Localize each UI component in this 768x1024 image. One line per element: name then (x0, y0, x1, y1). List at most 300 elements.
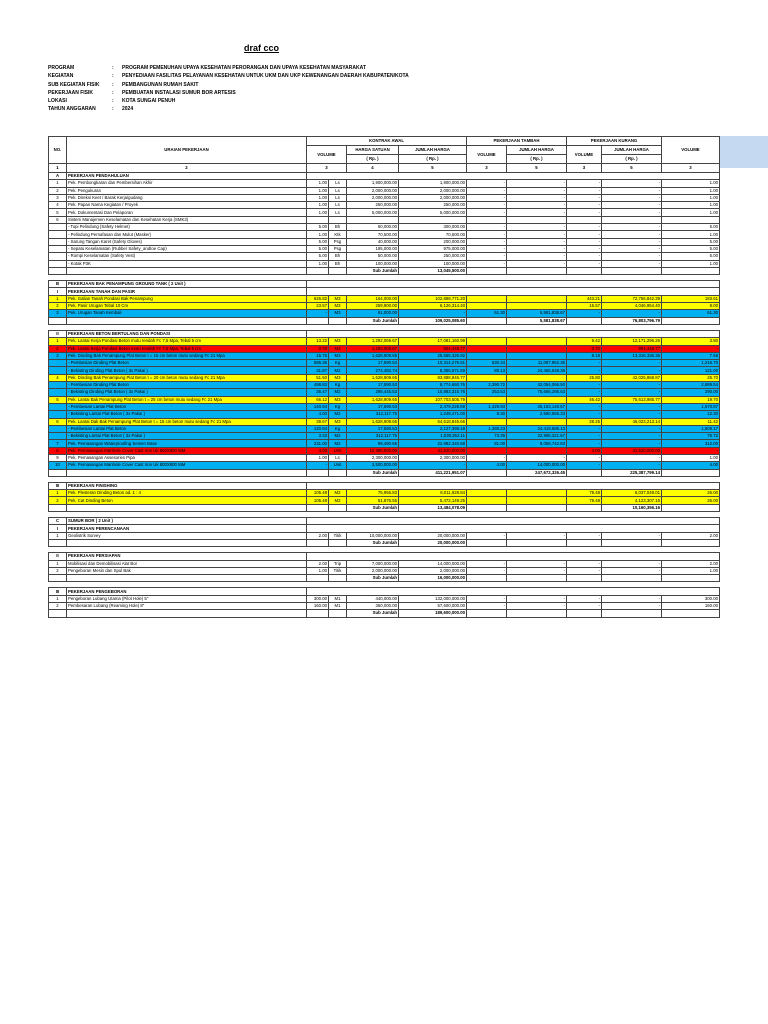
row-total: 250,000.00 (399, 202, 467, 209)
group-pekerjaan-tambah: PEKERJAAN TAMBAH (467, 137, 567, 146)
row-volume: 498.82 (307, 382, 329, 389)
col-jumlah-harga: JUMLAH HARGA (399, 146, 467, 155)
row-less-volume: - (567, 403, 602, 410)
row-unit: M3 (329, 310, 347, 317)
row-total: 16,000,000.00 (399, 575, 467, 582)
row-less-total: 76,803,796.79 (602, 317, 662, 324)
row-final-volume: 2.00 (662, 532, 720, 539)
cco-table (48, 136, 720, 618)
row-add-volume: - (467, 231, 507, 238)
row-add-total: - (507, 224, 567, 231)
row-less-total: 4,123,307.15 (602, 497, 662, 504)
table-row (49, 310, 720, 317)
row-less-volume: - (567, 567, 602, 574)
row-add-total (507, 418, 567, 425)
table-row (49, 338, 720, 345)
row-less-total: - (602, 245, 662, 252)
row-unit: M3 (329, 338, 347, 345)
subtotal-row (49, 317, 720, 324)
row-final-volume: 183.61 (662, 295, 720, 302)
row-add-total: 75,666,295.63 (507, 389, 567, 396)
row-unit-price: 75,956.83 (347, 490, 399, 497)
section-fill (307, 330, 720, 337)
col-volume-final: VOLUME (662, 137, 720, 164)
row-unit: M3 (329, 295, 347, 302)
info-key: SUB KEGIATAN FISIK (48, 81, 100, 88)
row-volume (307, 216, 329, 223)
row-volume: 23.57 (307, 303, 329, 310)
row-unit (329, 317, 347, 324)
row-add-volume: 73.39 (467, 433, 507, 440)
table-row (49, 245, 720, 252)
row-description: - Pembesian Lantai Plat Beton (67, 403, 307, 410)
row-add-volume (467, 374, 507, 381)
row-volume: 5.00 (307, 245, 329, 252)
row-no: 6 (49, 216, 67, 223)
row-unit-price: 1,628,909.65 (347, 396, 399, 403)
row-volume (307, 539, 329, 546)
row-less-total: 4,046,954.40 (602, 303, 662, 310)
row-description: - Sepatu Keselamatan (Rubber Safety_andtoe Cap) (67, 245, 307, 252)
row-unit-price (347, 216, 399, 223)
row-unit-price: 1,900,000.00 (347, 180, 399, 187)
section-no: II (49, 553, 67, 560)
row-description: - Bekisting Lantai Plat Beton ( 3x Pakai ) (67, 433, 307, 440)
row-add-volume: - (467, 454, 507, 461)
row-no (49, 382, 67, 389)
col-index: 3 (307, 164, 347, 173)
row-final-volume: 25.70 (662, 374, 720, 381)
row-less-total: - (602, 260, 662, 267)
section-row (49, 288, 720, 295)
row-unit: Ls (329, 187, 347, 194)
col-index: 5 (507, 164, 567, 173)
subtotal-row (49, 575, 720, 582)
row-no (49, 411, 67, 418)
row-no (49, 389, 67, 396)
row-unit-price: 17,590.53 (347, 403, 399, 410)
row-less-volume: - (567, 231, 602, 238)
info-row (48, 105, 409, 113)
row-add-volume: - (467, 209, 507, 216)
row-less-total: - (602, 595, 662, 602)
row-description: Pek. Papan Nama Kegiatan / Proyek (67, 202, 307, 209)
row-less-total: 72,756,842.39 (602, 295, 662, 302)
row-add-total: - (507, 238, 567, 245)
row-final-volume (662, 575, 720, 582)
row-total: 70,500.00 (399, 231, 467, 238)
table-row (49, 440, 720, 447)
row-description: - Bekisting Dinding Plat Beton ( 3x Pakai ) (67, 389, 307, 396)
row-unit-price: 2,000,000.00 (347, 567, 399, 574)
row-no (49, 231, 67, 238)
row-no: 2 (49, 303, 67, 310)
col-index: 3 (567, 164, 602, 173)
row-unit: Ktk (329, 231, 347, 238)
row-description: Sistem Manajemen Keselamatan dan Kesehatan Kerja (SMK3) (67, 216, 307, 223)
row-unit-price: 17,590.53 (347, 425, 399, 432)
row-volume: 0.70 (307, 345, 329, 352)
row-final-volume: 26.00 (662, 497, 720, 504)
info-value: 2024 (122, 106, 134, 113)
row-final-volume: - (662, 447, 720, 454)
col-index: 3 (467, 164, 507, 173)
info-colon: : (112, 89, 114, 96)
row-no (49, 610, 67, 617)
col-no: NO. (49, 137, 67, 164)
row-total: 5,472,149.25 (399, 497, 467, 504)
row-add-total (507, 267, 567, 274)
row-description: Pek. Cat Dinding Beton (67, 497, 307, 504)
row-description: Pembesaran Lubang (Reaming Hole) 8" (67, 603, 307, 610)
row-no: 2 (49, 187, 67, 194)
row-add-volume: - (467, 194, 507, 201)
row-less-total: 46,023,213.14 (602, 418, 662, 425)
row-volume (307, 575, 329, 582)
row-final-volume (662, 504, 720, 511)
row-add-total: - (507, 202, 567, 209)
table-row (49, 433, 720, 440)
row-add-total: - (507, 595, 567, 602)
col-tambah-volume: VOLUME (467, 146, 507, 164)
row-less-total: - (602, 411, 662, 418)
row-no: 9 (49, 454, 67, 461)
row-final-volume: 61.30 (662, 310, 720, 317)
section-fill (307, 173, 720, 180)
row-less-volume: - (567, 425, 602, 432)
row-no: 8 (49, 447, 67, 454)
row-unit-price: Sub Jumlah (347, 317, 399, 324)
row-less-volume: - (567, 360, 602, 367)
section-row (49, 588, 720, 595)
row-less-volume: - (567, 202, 602, 209)
row-description (67, 539, 307, 546)
row-less-total: 75,613,985.77 (602, 396, 662, 403)
row-description: - Pelindung Pernafasan dan Mulut (Masker) (67, 231, 307, 238)
row-add-volume: 81.00 (467, 440, 507, 447)
table-row (49, 396, 720, 403)
row-unit: M2 (329, 411, 347, 418)
row-no: 3 (49, 352, 67, 359)
row-less-total: - (602, 560, 662, 567)
row-less-total: - (602, 440, 662, 447)
row-total: 8,011,928.84 (399, 490, 467, 497)
row-unit-price: 440,000.00 (347, 595, 399, 602)
section-no: II (49, 330, 67, 337)
row-total: 904,448.77 (399, 345, 467, 352)
row-add-total: - (507, 567, 567, 574)
rp-label: ( Rp. ) (347, 155, 399, 164)
row-total: 107,703,505.79 (399, 396, 467, 403)
row-unit-price: 3,500,000.00 (347, 462, 399, 469)
row-unit: M2 (329, 440, 347, 447)
row-final-volume (662, 317, 720, 324)
col-index: 5 (602, 164, 662, 173)
row-less-volume: - (567, 187, 602, 194)
group-kontrak-awal: KONTRAK AWAL (307, 137, 467, 146)
row-volume: - (307, 462, 329, 469)
section-no: B (49, 281, 67, 288)
row-volume: 1.00 (307, 209, 329, 216)
row-add-volume: 4.00 (467, 462, 507, 469)
row-no (49, 253, 67, 260)
row-volume: 39.67 (307, 418, 329, 425)
row-add-volume (467, 267, 507, 274)
row-add-total: 25,153,148.67 (507, 403, 567, 410)
row-no: 10 (49, 462, 67, 469)
row-less-volume: - (567, 180, 602, 187)
row-total: 250,000.00 (399, 253, 467, 260)
info-row (48, 72, 409, 80)
row-no (49, 469, 67, 476)
row-final-volume: 3.80 (662, 338, 720, 345)
row-unit-price: 312,117.75 (347, 433, 399, 440)
row-unit-price: 70,500.00 (347, 231, 399, 238)
row-volume: 51.50 (307, 374, 329, 381)
table-row (49, 367, 720, 374)
table-row (49, 345, 720, 352)
row-description: Pek. Dinding Bak Penampung Plat Beton t = 15 cm beton mutu sedang Fc 21 Mpa (67, 352, 307, 359)
row-unit-price: 298,445.53 (347, 389, 399, 396)
row-less-total (602, 575, 662, 582)
row-no (49, 539, 67, 546)
row-volume (307, 504, 329, 511)
row-unit-price: 10,000,000.00 (347, 532, 399, 539)
row-unit-price: 1,628,909.65 (347, 418, 399, 425)
row-unit-price: 17,590.53 (347, 360, 399, 367)
row-total: 132,000,000.00 (399, 595, 467, 602)
row-no (49, 260, 67, 267)
row-unit: Ls (329, 180, 347, 187)
row-add-volume (467, 447, 507, 454)
table-row (49, 497, 720, 504)
row-total: 100,000.00 (399, 260, 467, 267)
row-unit-price: Sub Jumlah (347, 267, 399, 274)
table-row (49, 447, 720, 454)
row-final-volume: 4.00 (662, 462, 720, 469)
col-volume: VOLUME (307, 146, 347, 164)
row-volume: 31.87 (307, 367, 329, 374)
row-description: Pek. Pasir Urugan Tebal 10 Cm (67, 303, 307, 310)
row-unit: M2 (329, 389, 347, 396)
row-less-volume: 46.42 (567, 396, 602, 403)
row-add-volume: - (467, 180, 507, 187)
row-final-volume: 1,216.70 (662, 360, 720, 367)
table-row (49, 382, 720, 389)
row-description: Pek. Direksi Keet / Barak Kerja/gudang (67, 194, 307, 201)
row-add-volume: - (467, 202, 507, 209)
row-description: Pek. Pembongkaran dan Pembersihan Akhir (67, 180, 307, 187)
table-row (49, 295, 720, 302)
info-value: PEMBANGUNAN RUMAH SAKIT (122, 81, 199, 88)
row-volume: 160.00 (307, 603, 329, 610)
row-description: - Sarung Tangan Karet (Safety Gloves) (67, 238, 307, 245)
row-less-total: 41,520,000.00 (602, 447, 662, 454)
row-volume: 1.00 (307, 260, 329, 267)
section-title: PEKERJAAN TANAH DAN PASIR (67, 288, 307, 295)
row-description: Pek. Plesteran Dinding Beton ad. 1 : 4 (67, 490, 307, 497)
row-less-volume: - (567, 260, 602, 267)
row-less-volume: - (567, 238, 602, 245)
row-total: 6,126,314.40 (399, 303, 467, 310)
row-no: 4 (49, 202, 67, 209)
row-less-volume: - (567, 367, 602, 374)
table-row (49, 260, 720, 267)
row-no: 5 (49, 209, 67, 216)
row-less-volume: 28.25 (567, 418, 602, 425)
row-volume: 66.12 (307, 396, 329, 403)
section-row (49, 173, 720, 180)
row-add-total: 2,590,565.33 (507, 411, 567, 418)
col-harga-satuan: HARGA SATUAN (347, 146, 399, 155)
col-index: 4 (347, 164, 399, 173)
row-description: - Kotak P3K (67, 260, 307, 267)
row-less-volume: - (567, 411, 602, 418)
row-description: - Pembesian Lantai Plat Beton (67, 425, 307, 432)
row-description: - Topi Pelindung (Safety Helmet) (67, 224, 307, 231)
row-final-volume: 5.00 (662, 245, 720, 252)
row-unit: Bh (329, 253, 347, 260)
row-less-volume: 4.00 (567, 447, 602, 454)
row-less-volume: - (567, 433, 602, 440)
section-title: SUMUR BOR ( 2 Unit ) (67, 518, 307, 525)
row-less-total: - (602, 454, 662, 461)
row-less-volume: - (567, 595, 602, 602)
subtotal-row (49, 267, 720, 274)
row-add-volume (467, 345, 507, 352)
row-less-volume: - (567, 245, 602, 252)
table-row (49, 374, 720, 381)
row-unit-price: 100,000.00 (347, 260, 399, 267)
row-add-total (507, 216, 567, 223)
row-add-volume: 61.30 (467, 310, 507, 317)
row-unit (329, 539, 347, 546)
row-less-total: 10,160,356.16 (602, 504, 662, 511)
row-volume: 1.00 (307, 187, 329, 194)
table-row (49, 411, 720, 418)
table-row (49, 216, 720, 223)
row-add-volume (467, 610, 507, 617)
row-add-volume (467, 575, 507, 582)
row-total: 189,600,000.00 (399, 610, 467, 617)
row-final-volume (662, 539, 720, 546)
row-final-volume: 11.42 (662, 418, 720, 425)
row-final-volume: 160.00 (662, 603, 720, 610)
row-volume: 231.00 (307, 440, 329, 447)
row-no (49, 575, 67, 582)
row-volume: 5.00 (307, 238, 329, 245)
row-add-total: 24,466,648.35 (507, 367, 567, 374)
row-description: Pek. Lantai Dak Bak Penampung Plat Beton t = 15 cm beton mutu sedang Fc 21 Mpa (67, 418, 307, 425)
row-final-volume: 1.00 (662, 454, 720, 461)
section-no: A (49, 173, 67, 180)
info-value: KOTA SUNGAI PENUH (122, 98, 176, 105)
row-no: 4 (49, 374, 67, 381)
row-less-volume: - (567, 462, 602, 469)
row-total: 10,314,276.61 (399, 360, 467, 367)
row-unit-price: 60,000.00 (347, 224, 399, 231)
row-final-volume: 1.00 (662, 209, 720, 216)
row-add-volume: - (467, 560, 507, 567)
row-less-total: - (602, 310, 662, 317)
row-total: 22,982,340.68 (399, 440, 467, 447)
row-no (49, 433, 67, 440)
row-no (49, 425, 67, 432)
row-less-volume (567, 504, 602, 511)
info-colon: : (112, 106, 114, 113)
row-add-volume: 630.34 (467, 360, 507, 367)
row-unit-price: 2,000,000.00 (347, 187, 399, 194)
row-final-volume: 1.00 (662, 260, 720, 267)
row-unit (329, 469, 347, 476)
row-description (67, 317, 307, 324)
section-title: PEKERJAAN PERENCANAAN (67, 525, 307, 532)
row-add-volume (467, 396, 507, 403)
row-add-volume: - (467, 245, 507, 252)
row-add-volume (467, 497, 507, 504)
row-description: Mobilisasi dan Demobilisasi Alat Bor (67, 560, 307, 567)
row-no (49, 224, 67, 231)
row-less-total: - (602, 532, 662, 539)
row-less-total (602, 539, 662, 546)
row-add-total (507, 539, 567, 546)
row-add-total (507, 303, 567, 310)
row-unit-price: 1,628,909.65 (347, 352, 399, 359)
row-add-total: - (507, 253, 567, 260)
row-add-volume: - (467, 532, 507, 539)
info-row (48, 97, 409, 105)
row-add-total: 42,054,066.50 (507, 382, 567, 389)
row-less-total: - (602, 180, 662, 187)
row-unit (329, 504, 347, 511)
row-add-total (507, 447, 567, 454)
row-less-volume (567, 610, 602, 617)
row-volume: 1.00 (307, 567, 329, 574)
table-row (49, 560, 720, 567)
table-row (49, 352, 720, 359)
table-row (49, 532, 720, 539)
row-add-volume: - (467, 187, 507, 194)
row-unit: Psg (329, 238, 347, 245)
group-pekerjaan-kurang: PEKERJAAN KURANG (567, 137, 662, 146)
section-fill (307, 482, 720, 489)
row-unit-price: 7,000,000.00 (347, 560, 399, 567)
table-row (49, 209, 720, 216)
row-unit-price: 259,900.00 (347, 303, 399, 310)
row-total: 13,045,500.00 (399, 267, 467, 274)
row-description: Pek. Urugan Tanah Kembali (67, 310, 307, 317)
row-less-volume (567, 575, 602, 582)
row-no (49, 245, 67, 252)
table-row (49, 253, 720, 260)
row-unit: M2 (329, 490, 347, 497)
row-less-total: - (602, 389, 662, 396)
row-no (49, 403, 67, 410)
section-fill (307, 553, 720, 560)
row-add-total: - (507, 209, 567, 216)
row-add-total (507, 345, 567, 352)
row-add-total (507, 497, 567, 504)
row-unit: Titik (329, 567, 347, 574)
row-volume: 300.00 (307, 595, 329, 602)
rp-label: ( Rp. ) (602, 155, 662, 164)
row-unit: M3 (329, 396, 347, 403)
row-less-total: - (602, 209, 662, 216)
table-row (49, 194, 720, 201)
row-unit: Ls (329, 454, 347, 461)
row-no: 1 (49, 490, 67, 497)
row-final-volume: 5.00 (662, 253, 720, 260)
